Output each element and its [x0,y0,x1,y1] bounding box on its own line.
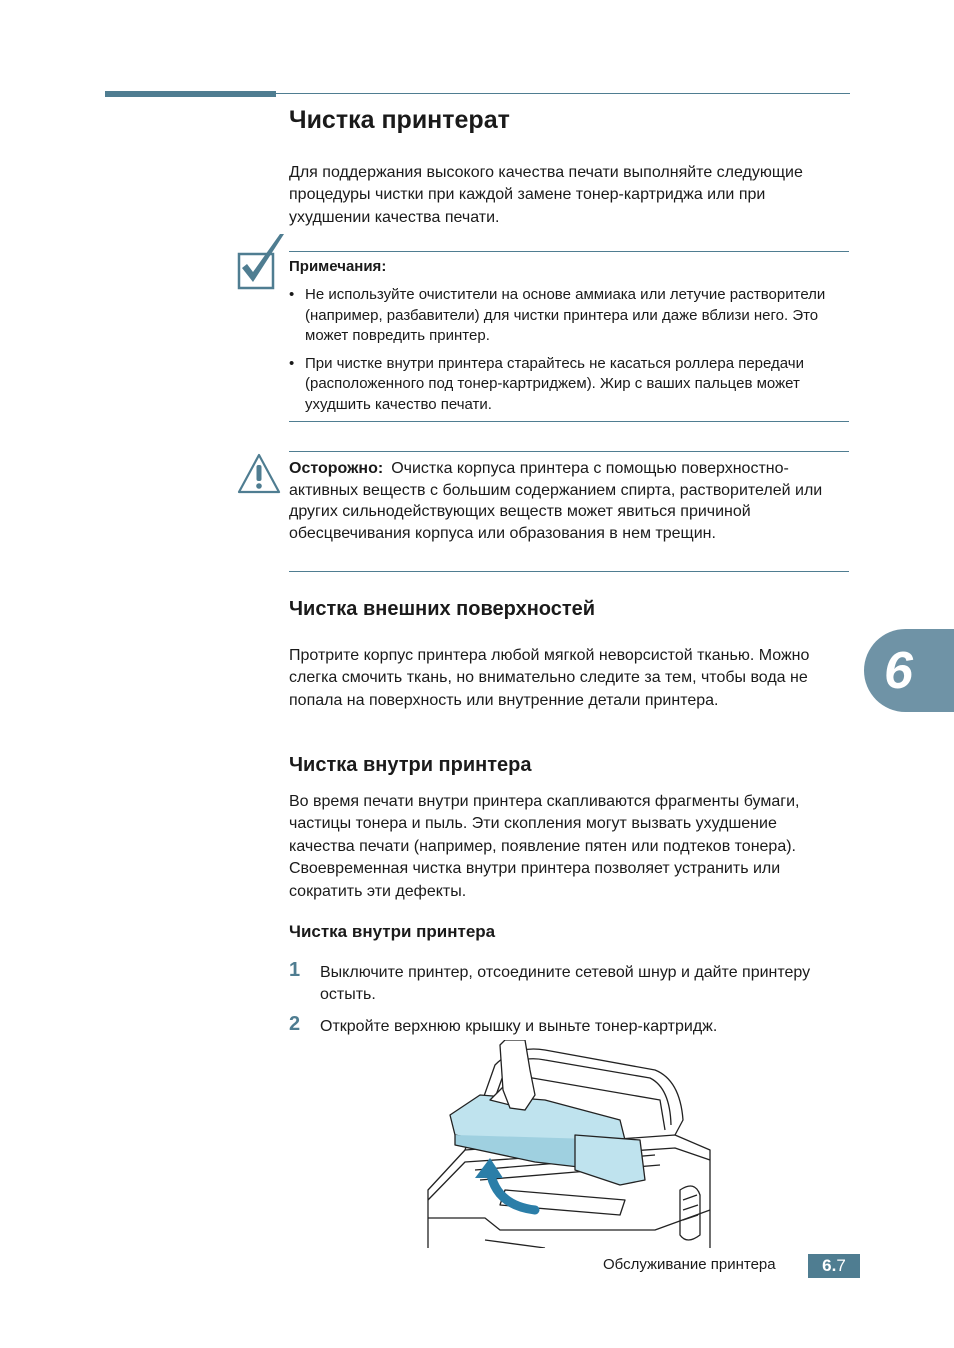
caution-label: Осторожно: [289,460,384,477]
caution-text: Осторожно: Очистка корпуса принтера с помощью поверхностно-активных веществ с большим содержанием спирта, растворителей или других сильнодействующих веществ может явиться причиной обесцвечивания корпуса или образования в нем трещин. [289,460,823,542]
procedure-title: Чистка внутри принтера [289,922,496,941]
checkmark-note-icon [236,232,288,292]
note-bottom-rule [289,421,849,422]
chapter-tab [864,629,954,712]
list-item: • При чистке внутри принтера старайтесь не касаться роллера передачи (расположенного под тонер-картриджем). Жир с ваших пальцев может ухудшить качество печати. [289,354,804,413]
chapter-number: 6 [884,642,913,700]
warning-triangle-icon [236,452,282,496]
section-title-exterior: Чистка внешних поверхностей [289,598,596,620]
page-title: Чистка принтерат [289,106,510,134]
step-text: Откройте верхнюю крышку и выньте тонер-картридж. [320,1018,718,1035]
caution-bottom-rule [289,571,849,572]
step-number: 1 [289,959,301,981]
procedure-step [289,1013,829,1040]
header-rule-thick [105,91,276,97]
intro-paragraph: Для поддержания высокого качества печати выполняйте следующие процедуры чистки при каждой замене тонер-картриджа или при ухудшении качества печати. [289,164,803,226]
caution-top-rule [289,451,849,452]
footer-section-name: Обслуживание принтера [603,1256,776,1273]
section-text-exterior: Протрите корпус принтера любой мягкой неворсистой тканью. Можно слегка смочить ткань, но внимательно следите за тем, чтобы вода не попала на поверхность или внутренние детали принтера. [289,647,810,709]
note-top-rule [289,251,849,252]
header-rule-thin [276,93,850,94]
note-list [289,285,849,422]
printer-cartridge-removal-illustration [425,1040,715,1248]
page-number-major: 6. [822,1256,837,1275]
procedure-step [289,959,829,1008]
note-title: Примечания: [289,258,387,275]
section-text-interior: Во время печати внутри принтера скапливаются фрагменты бумаги, частицы тонера и пыль. Эти скопления могут вызвать ухудшение качества печати (например, появление пятен или подтеков тонера). Своевременная чистка внутри принтера позволяет устранить или сократить эти дефекты. [289,793,800,900]
section-title-interior: Чистка внутри принтера [289,754,532,776]
step-text: Выключите принтер, отсоедините сетевой шнур и дайте принтеру остыть. [320,964,811,1004]
page-number-badge [808,1254,860,1278]
page-number-minor: 7 [836,1256,846,1275]
list-item: • Не используйте очистители на основе аммиака или летучие растворители (например, разбавители) для чистки принтера или даже вблизи него. Это может повредить принтер. [289,286,826,344]
step-number: 2 [289,1013,301,1035]
